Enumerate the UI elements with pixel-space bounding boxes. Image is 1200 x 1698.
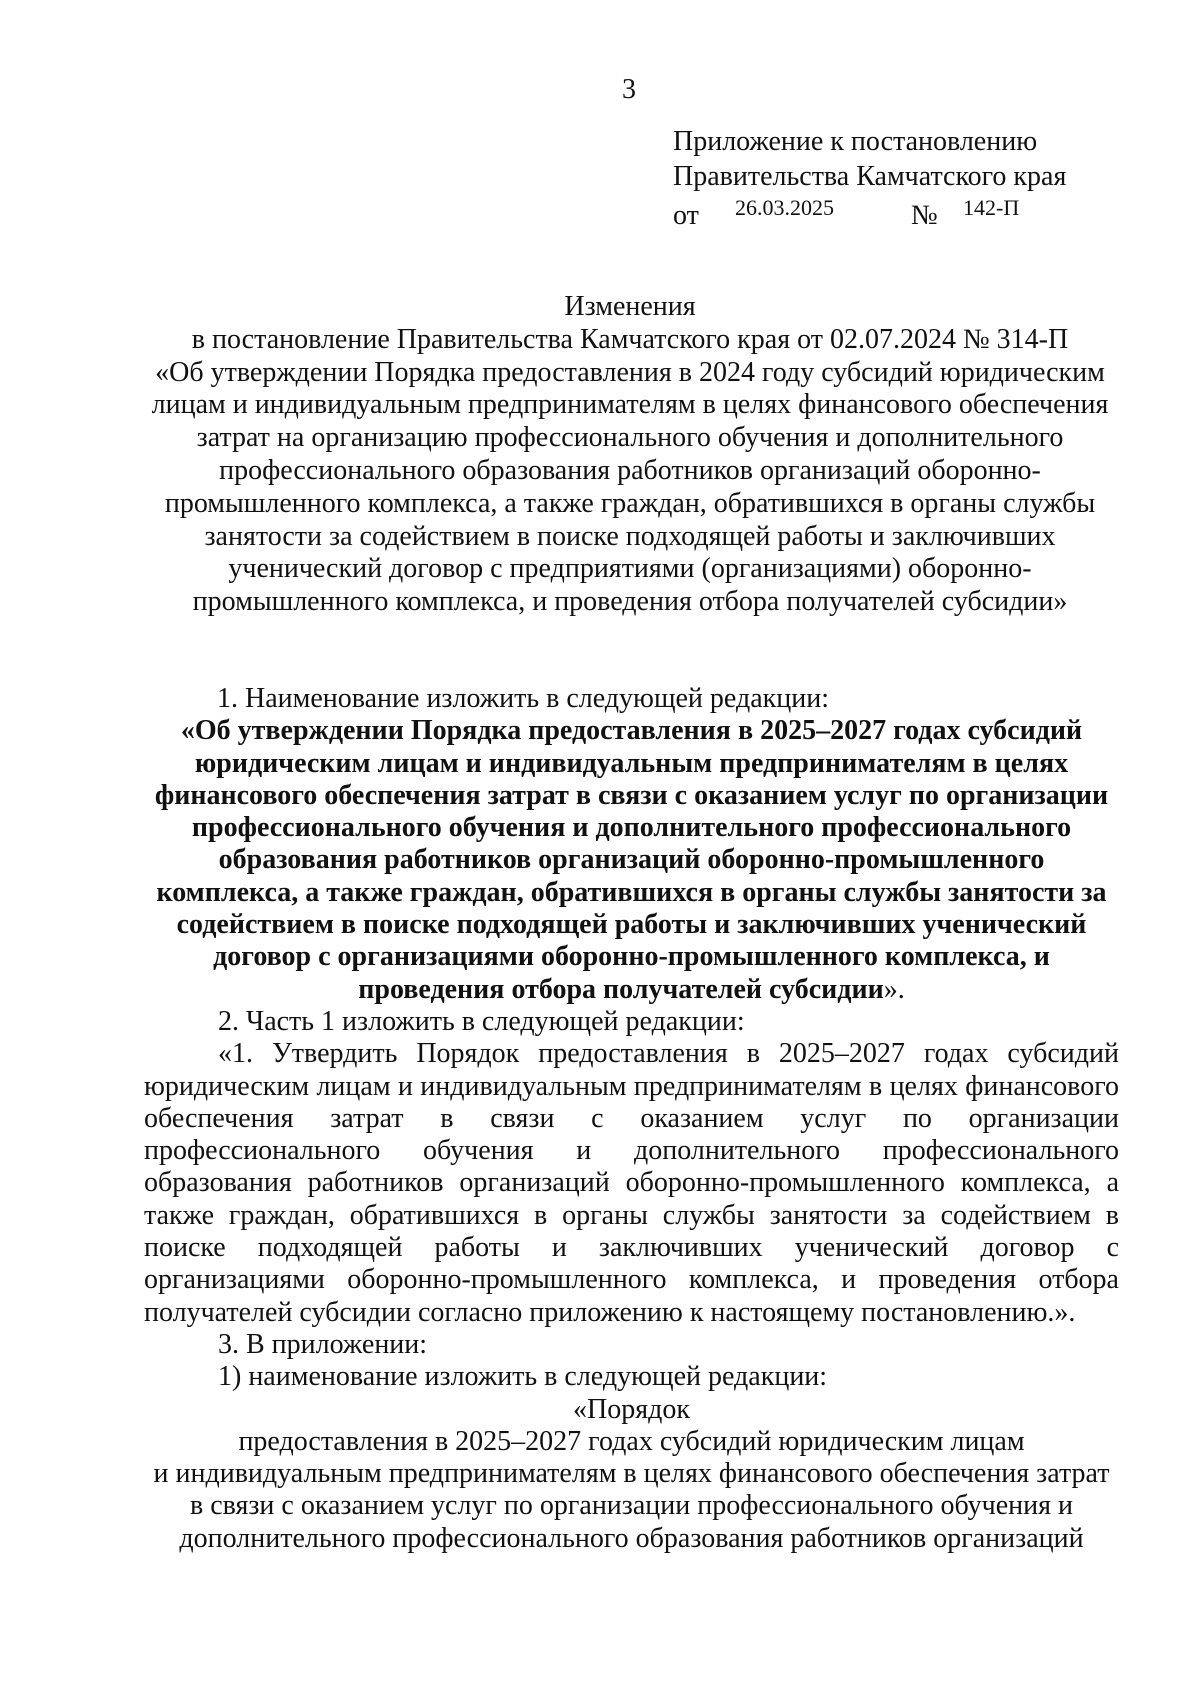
item-1-last-line bbox=[144, 974, 1119, 1006]
order-title-line: предоставления в 2025–2027 годах субсидий юридическим лицам bbox=[238, 1425, 1025, 1457]
item-1-bold-last: проведения отбора получателей субсидии bbox=[358, 973, 884, 1005]
appendix-number-sign: № bbox=[911, 200, 938, 231]
item-2-line: обеспечения затрат в связи с оказанием услуг по организации bbox=[144, 1102, 1119, 1134]
page-number: 3 bbox=[622, 74, 636, 105]
order-title-line: и индивидуальным предпринимателям в целях финансового обеспечения затрат bbox=[153, 1458, 1110, 1490]
item-2-intro: 2. Часть 1 изложить в следующей редакции: bbox=[218, 1005, 745, 1037]
order-title-line: в связи с оказанием услуг по организации профессионального обучения и bbox=[189, 1490, 1074, 1522]
order-title: «Порядок bbox=[573, 1393, 690, 1425]
item-1-bold-line: профессионального обучения и дополнительного профессионального bbox=[191, 812, 1072, 844]
title-line: профессионального образования работников организаций оборонно- bbox=[219, 454, 1041, 486]
appendix-line-2: Правительства Камчатского края bbox=[673, 161, 1067, 192]
item-1-intro: 1. Наименование изложить в следующей редакции: bbox=[217, 683, 829, 714]
title-line: ученический договор с предприятиями (организациями) оборонно- bbox=[228, 553, 1032, 585]
appendix-line-1: Приложение к постановлению bbox=[673, 126, 1038, 157]
title-line: промышленного комплекса, а также граждан, обратившихся в органы службы bbox=[164, 487, 1096, 519]
title-line: «Об утверждении Порядка предоставления в 2024 году субсидий юридическим bbox=[155, 356, 1105, 388]
order-title-block bbox=[144, 1394, 1119, 1555]
item-2-last-line: получателей субсидии согласно приложению к настоящему постановлению.». bbox=[144, 1296, 1076, 1328]
item-2-line: поиске подходящей работы и заключивших ученический договор с bbox=[144, 1232, 1119, 1264]
item-1-bold-line: финансового обеспечения затрат в связи с оказанием услуг по организации bbox=[154, 779, 1109, 811]
order-title-line: дополнительного профессионального образования работников организаций bbox=[179, 1522, 1084, 1554]
item-1-bold-line: юридическим лицам и индивидуальным предпринимателям в целях bbox=[194, 747, 1069, 779]
item-1-bold-line: образования работников организаций оборонно-промышленного bbox=[218, 844, 1045, 876]
item-2-line: организациями оборонно-промышленного комплекса, и проведения отбора bbox=[144, 1264, 1119, 1296]
title-line: в постановление Правительства Камчатского края от 02.07.2024 № 314-П bbox=[191, 323, 1069, 355]
document-body bbox=[144, 683, 1119, 1555]
appendix-header bbox=[673, 124, 1066, 230]
title-line: затрат на организацию профессионального обучения и дополнительного bbox=[196, 422, 1064, 454]
item-2-line: юридическим лицам и индивидуальным предпринимателям в целях финансового bbox=[144, 1070, 1119, 1102]
item-2-line: образования работников организаций оборонно-промышленного комплекса, а bbox=[144, 1167, 1119, 1199]
item-1-bold-line: содействием в поиске подходящей работы и заключивших ученический bbox=[176, 909, 1087, 941]
appendix-number: 142-П bbox=[963, 195, 1020, 220]
title-line: лицам и индивидуальным предпринимателям в целях финансового обеспечения bbox=[151, 389, 1109, 421]
appendix-from-label: от bbox=[673, 200, 699, 231]
item-1-closing: ». bbox=[883, 973, 905, 1005]
item-2-line: профессионального обучения и дополнительного профессионального bbox=[144, 1135, 1119, 1167]
appendix-date-row bbox=[673, 194, 1066, 230]
title-line: промышленного комплекса, и проведения отбора получателей субсидии» bbox=[192, 586, 1068, 618]
item-1-bold-line: комплекса, а также граждан, обратившихся в органы службы занятости за bbox=[156, 876, 1107, 908]
title-line: занятости за содействием в поиске подходящей работы и заключивших bbox=[204, 520, 1056, 552]
title-heading: Изменения bbox=[564, 291, 696, 322]
item-2-line: «1. Утвердить Порядок предоставления в 2025–2027 годах субсидий bbox=[218, 1038, 1119, 1070]
document-title bbox=[140, 291, 1120, 619]
item-3-subitem-1: 1) наименование изложить в следующей редакции: bbox=[218, 1361, 828, 1393]
item-1-bold-line: «Об утверждении Порядка предоставления в 2025–2027 годах субсидий bbox=[180, 715, 1083, 747]
appendix-date: 26.03.2025 bbox=[735, 195, 834, 220]
item-1-bold-line: договор с организациями оборонно-промышленного комплекса, и bbox=[213, 941, 1050, 973]
item-3-intro: 3. В приложении: bbox=[218, 1328, 428, 1360]
item-2-line: также граждан, обратившихся в органы службы занятости за содействием в bbox=[144, 1199, 1119, 1231]
item-1-new-title bbox=[144, 715, 1119, 1006]
